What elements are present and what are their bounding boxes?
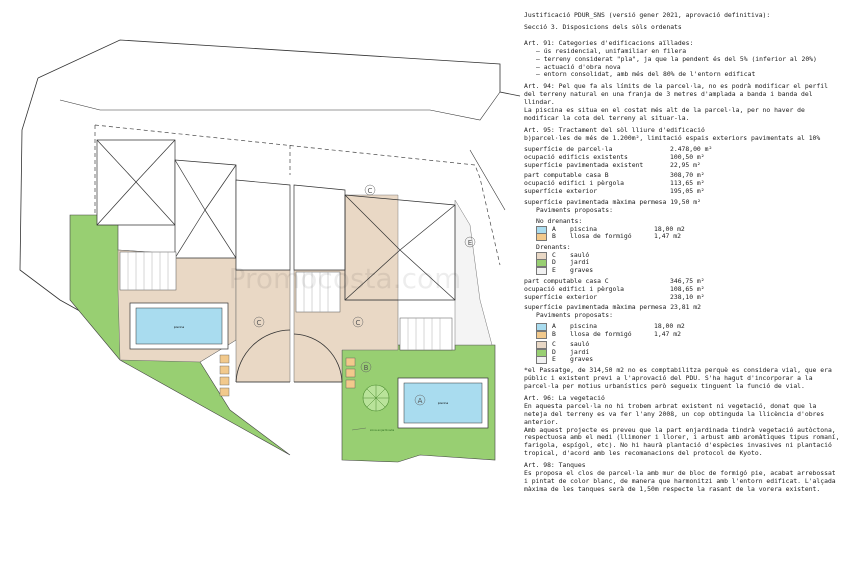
casa-b-max: superfície pavimentada màxima permesa 19,50 m² [524, 198, 701, 207]
parcel-row: superfície pavimentada existent 22,95 m² [524, 160, 701, 169]
paviments-label: Paviments proposats: [536, 311, 613, 320]
art98-title: Art. 98: Tanques [524, 461, 586, 470]
art91-line: – terreny considerat "pla", ja que la pendent és del 5% (inferior al 20%) [536, 54, 817, 63]
notes-section: Secció 3. Disposicions dels sòls ordenats [524, 22, 682, 31]
art94-text2: La piscina es situa en el costat més alt de la parcel·la, per no haver de modificar la cota del terreny al situar-la. [524, 106, 805, 122]
tree-symbol [363, 385, 389, 411]
zone-label-b: B [363, 364, 369, 372]
art98-block [524, 462, 842, 494]
legend-row: B llosa de formigó 1,47 m2 [524, 233, 842, 241]
paviments-label: Paviments proposats: [536, 206, 613, 215]
legend-row: E graves [524, 267, 842, 275]
art91-line: – actuació d'obra nova [536, 62, 621, 71]
pool-right-label: piscina [437, 401, 449, 405]
no-drenants-label: No drenants: [536, 216, 583, 225]
art95-block [524, 127, 842, 391]
roof-mid-right [294, 185, 345, 270]
casa-b-row: part computable casa B 308,70 m² [524, 171, 705, 180]
casa-c-row: part computable casa C 346,75 m² [524, 276, 705, 285]
garden-note: zona enjardinada [370, 428, 395, 432]
art91-title: Art. 91: Categories d'edificacions aïllades: [524, 38, 694, 47]
legend-row: A piscina 18,00 m2 [524, 226, 842, 234]
neighbor-outline-top [38, 40, 520, 96]
art94-text1: Art. 94: Pel que fa als límits de la parcel·la, no es podrà modificar el perfil del terreny natural en una franja de 3 metres d'amplada a banda i banda del llindar. [524, 82, 828, 107]
pergola-left [120, 252, 176, 290]
drenants-label: Drenants: [536, 243, 571, 252]
art91-line: – entorn consolidat, amb més del 80% de l'entorn edificat [536, 70, 756, 79]
watermark: Promocosta.com [228, 262, 462, 295]
justification-notes [524, 12, 842, 565]
notes-title: Justificació PDUR_SNS (versió gener 2021, aprovació definitiva): [524, 12, 771, 19]
art94-block [524, 83, 842, 123]
casa-b-row: superfície exterior 195,05 m² [524, 187, 705, 196]
zone-label-c-right: C [355, 319, 361, 327]
legend-row: B llosa de formigó 1,47 m2 [524, 331, 842, 339]
pool-left-label: piscina [173, 325, 185, 329]
zone-label-e: E [467, 239, 473, 247]
passatge-note: *el Passatge, de 314,50 m2 no es comptabilitza perquè es considera vial, que era públic i existent previ a l'aprovació del PDU. S'ha hagut d'incorporar a la parcel·la per motius urbanístics però segueix tinguent la funció de vial. [524, 366, 832, 391]
art96-block [524, 395, 842, 458]
legend-row: C sauló [524, 341, 842, 349]
legend-row: E graves [524, 357, 842, 365]
legend-row: D jardí [524, 260, 842, 268]
parcel-row: ocupació edificis existents 100,50 m² [524, 152, 705, 161]
casa-c-row: ocupació edifici i pèrgola 108,65 m² [524, 284, 705, 293]
art96-text1: En aquesta parcel·la no hi trobem arbrat existent ni vegetació, donat que la neteja del terreny es va fer l'any 2008, un cop obtinguda la llicència d'obres anterior. [524, 401, 825, 426]
art95-subtitle: b)parcel·les de més de 1.200m², limitació espais exteriors pavimentats al 10% [524, 133, 821, 142]
legend-row: D jardí [524, 349, 842, 357]
zone-label-c-left: C [256, 319, 262, 327]
legend-row: A piscina 18,00 m2 [524, 323, 842, 331]
art96-title: Art. 96: La vegetació [524, 393, 605, 402]
casa-c-row: superfície exterior 238,10 m² [524, 292, 705, 301]
art95-title: Art. 95: Tractament del sòl lliure d'edificació [524, 125, 705, 134]
roof-mid-left [236, 180, 290, 270]
slab-b [220, 355, 229, 363]
art91-block [524, 40, 842, 80]
inner-outline [60, 92, 500, 120]
parcel-row: superfície de parcel·la 2.478,00 m² [524, 144, 713, 153]
art98-text: Es proposa el clos de parcel·la amb mur de bloc de formigó pie, acabat arrebossat i pintat de color blanc, de manera que harmonitzi amb l'entorn edificat. L'alçada màxima de les tanques serà de 1,50m respecte la rasant de la vorera existent. [524, 469, 836, 493]
legend-row: C sauló [524, 252, 842, 260]
zone-label-c-top: C [367, 187, 373, 195]
art91-line: – ús residencial, unifamiliar en filera [536, 46, 687, 55]
casa-b-row: ocupació edifici i pèrgola 113,65 m² [524, 179, 705, 188]
zone-label-a: A [417, 397, 423, 405]
street-edge [470, 150, 505, 210]
art96-text2: Amb aquest projecte es preveu que la part enjardinada tindrà vegetació autòctona, respectuosa amb el medi (llimoner i llorer, i arbust amb aromàtiques tipus romaní, farigola, espígol, etc). No hi haurà plantació d'espècies invasives ni plantació tropical, d'acord amb les recomanacions del protocol de Kyoto. [524, 425, 840, 458]
casa-c-max: superfície pavimentada màxima permesa 23,81 m2 [524, 303, 701, 312]
